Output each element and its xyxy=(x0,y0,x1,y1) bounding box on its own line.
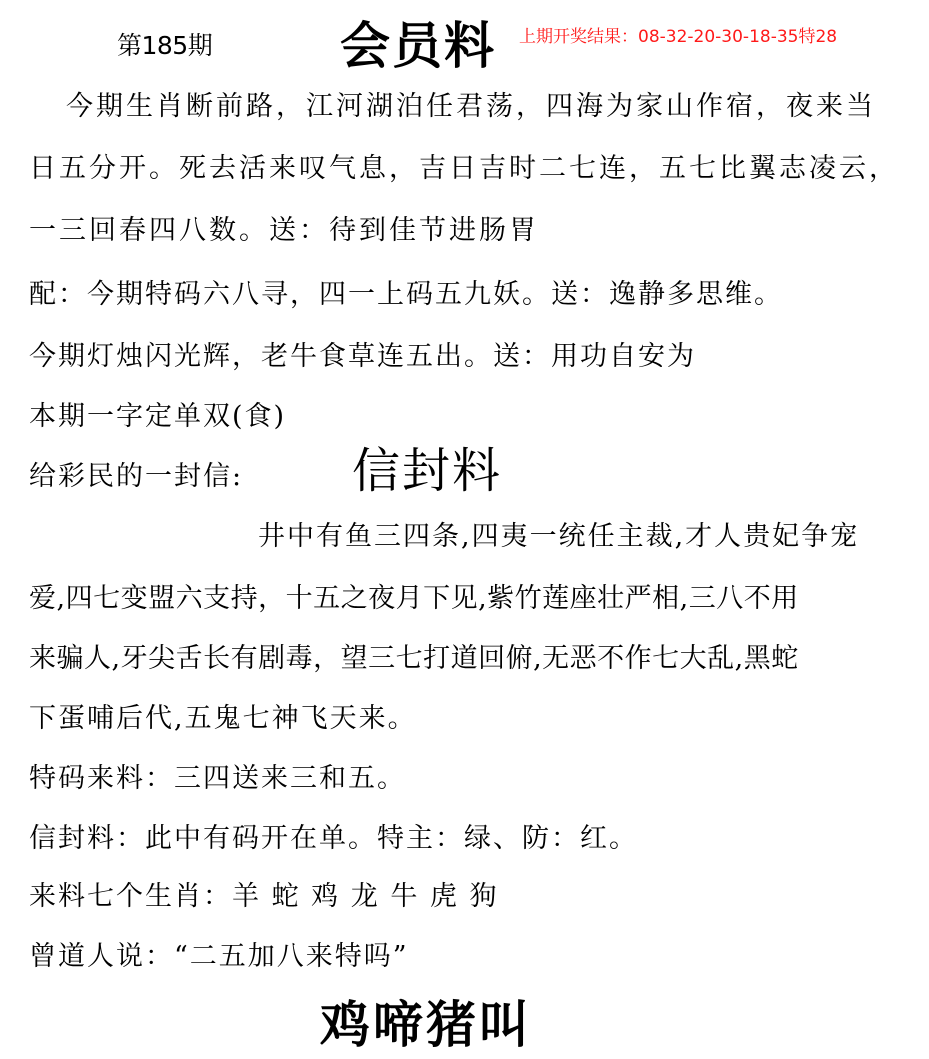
member-line-4: 配：今期特码六八寻，四一上码五九妖。送：逸静多思维。 xyxy=(29,279,783,310)
member-line-3: 一三回春四八数。送：待到佳节进肠胃 xyxy=(29,215,539,246)
letter-line-5: 特码来料：三四送来三和五。 xyxy=(29,763,406,794)
letter-title: 信封料 xyxy=(352,443,503,499)
closing-title: 鸡啼猪叫 xyxy=(320,995,532,1054)
letter-line-2: 爱,四七变盟六支持，十五之夜月下见,紫竹莲座壮严相,三八不用 xyxy=(29,583,799,614)
last-draw-result: 上期开奖结果：08-32-20-30-18-35特28 xyxy=(519,27,838,47)
letter-line-4: 下蛋哺后代,五鬼七神飞天来。 xyxy=(29,703,417,734)
letter-line-6: 信封料：此中有码开在单。特主：绿、防：红。 xyxy=(29,823,638,854)
member-line-5: 今期灯烛闪光辉，老牛食草连五出。送：用功自安为 xyxy=(29,341,696,372)
letter-line-3: 来骗人,牙尖舌长有剧毒，望三七打道回俯,无恶不作七大乱,黑蛇 xyxy=(29,643,799,674)
member-line-2: 日五分开。死去活来叹气息，吉日吉时二七连，五七比翼志凌云， xyxy=(29,153,899,184)
page-title: 会员料 xyxy=(340,16,496,75)
letter-label: 给彩民的一封信: xyxy=(29,461,244,492)
letter-line-8: 曾道人说：“二五加八来特吗” xyxy=(29,941,409,972)
member-line-6: 本期一字定单双(食) xyxy=(29,401,287,432)
letter-line-7: 来料七个生肖：羊 蛇 鸡 龙 牛 虎 狗 xyxy=(29,881,499,912)
issue-number: 第185期 xyxy=(117,31,213,60)
letter-line-1: 井中有鱼三四条,四夷一统任主裁,才人贵妃争宠 xyxy=(258,521,860,552)
member-line-1: 今期生肖断前路，江河湖泊任君荡，四海为家山作宿，夜来当 xyxy=(66,91,876,122)
